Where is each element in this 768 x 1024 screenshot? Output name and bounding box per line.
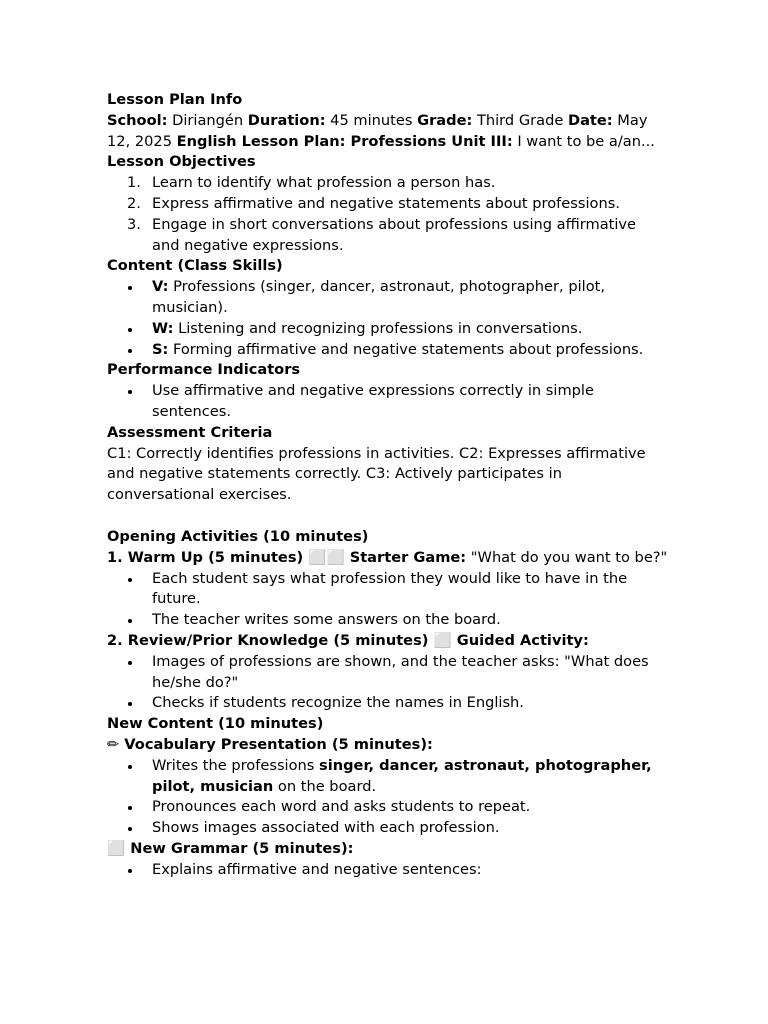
doc-heading: Lesson Plan Info xyxy=(107,91,243,108)
plan-value: I want to be a/an... xyxy=(512,132,655,150)
grammar-list xyxy=(107,860,668,881)
list-item: Images of professions are shown, and the teacher asks: "What does he/she do?" xyxy=(107,652,668,694)
list-item: 1. Learn to identify what profession a person has. xyxy=(127,174,496,192)
list-item: The teacher writes some answers on the board. xyxy=(107,610,668,631)
date-value: May 12, 2025 xyxy=(107,111,648,150)
list-item: Explains affirmative and negative sentences: xyxy=(107,860,668,881)
lesson-info xyxy=(107,111,668,153)
list-item: Each student says what profession they would like to have in the future. xyxy=(107,569,668,611)
list-item: V: Professions (singer, dancer, astronaut, photographer, pilot, musician). xyxy=(107,277,668,319)
indicators-list xyxy=(107,381,668,423)
duration-label: Duration: xyxy=(247,111,326,129)
list-item: W: Listening and recognizing professions in conversations. xyxy=(107,319,668,340)
new-content-heading: New Content (10 minutes) xyxy=(107,715,324,733)
list-item: 2. Express affirmative and negative statements about professions. xyxy=(127,194,620,212)
assessment-heading: Assessment Criteria xyxy=(107,423,273,441)
grade-value: Third Grade xyxy=(472,111,568,129)
objectives-list xyxy=(107,173,668,256)
list-item: Checks if students recognize the names in English. xyxy=(107,693,668,714)
vocab-list xyxy=(107,756,668,839)
list-item: Writes the professions singer, dancer, astronaut, photographer, pilot, musician on the board. xyxy=(107,756,668,798)
plan-label: English Lesson Plan: Professions Unit III: xyxy=(176,132,513,150)
school-label: School: xyxy=(107,111,168,129)
warmup-line: 1. Warm Up (5 minutes) ⬜⬜ Starter Game: "What do you want to be?" xyxy=(107,548,668,566)
opening-heading: Opening Activities (10 minutes) xyxy=(107,527,369,545)
assessment-text: C1: Correctly identifies professions in activities. C2: Expresses affirmative and negative statements correctly. C3: Actively participates in conversational exercises. xyxy=(107,444,646,504)
duration-value: 45 minutes xyxy=(325,111,418,129)
indicators-heading: Performance Indicators xyxy=(107,361,301,379)
grade-label: Grade: xyxy=(417,111,473,129)
list-item: Shows images associated with each profession. xyxy=(107,818,668,839)
vocab-line: ✏ Vocabulary Presentation (5 minutes): xyxy=(107,735,433,753)
content-heading: Content (Class Skills) xyxy=(107,257,283,275)
review-list xyxy=(107,652,668,714)
date-label: Date: xyxy=(567,111,613,129)
objectives-heading: Lesson Objectives xyxy=(107,153,256,171)
list-item: Use affirmative and negative expressions correctly in simple sentences. xyxy=(107,381,668,423)
list-item: Pronounces each word and asks students to repeat. xyxy=(107,797,668,818)
school-value: Diriangén xyxy=(167,111,248,129)
grammar-line: ⬜ New Grammar (5 minutes): xyxy=(107,839,354,857)
list-item: 3. Engage in short conversations about professions using affirmative and negative expressions. xyxy=(127,215,637,254)
list-item: S: Forming affirmative and negative statements about professions. xyxy=(107,340,668,361)
warmup-list xyxy=(107,569,668,631)
content-list xyxy=(107,277,668,360)
review-line: 2. Review/Prior Knowledge (5 minutes) ⬜ Guided Activity: xyxy=(107,631,589,649)
